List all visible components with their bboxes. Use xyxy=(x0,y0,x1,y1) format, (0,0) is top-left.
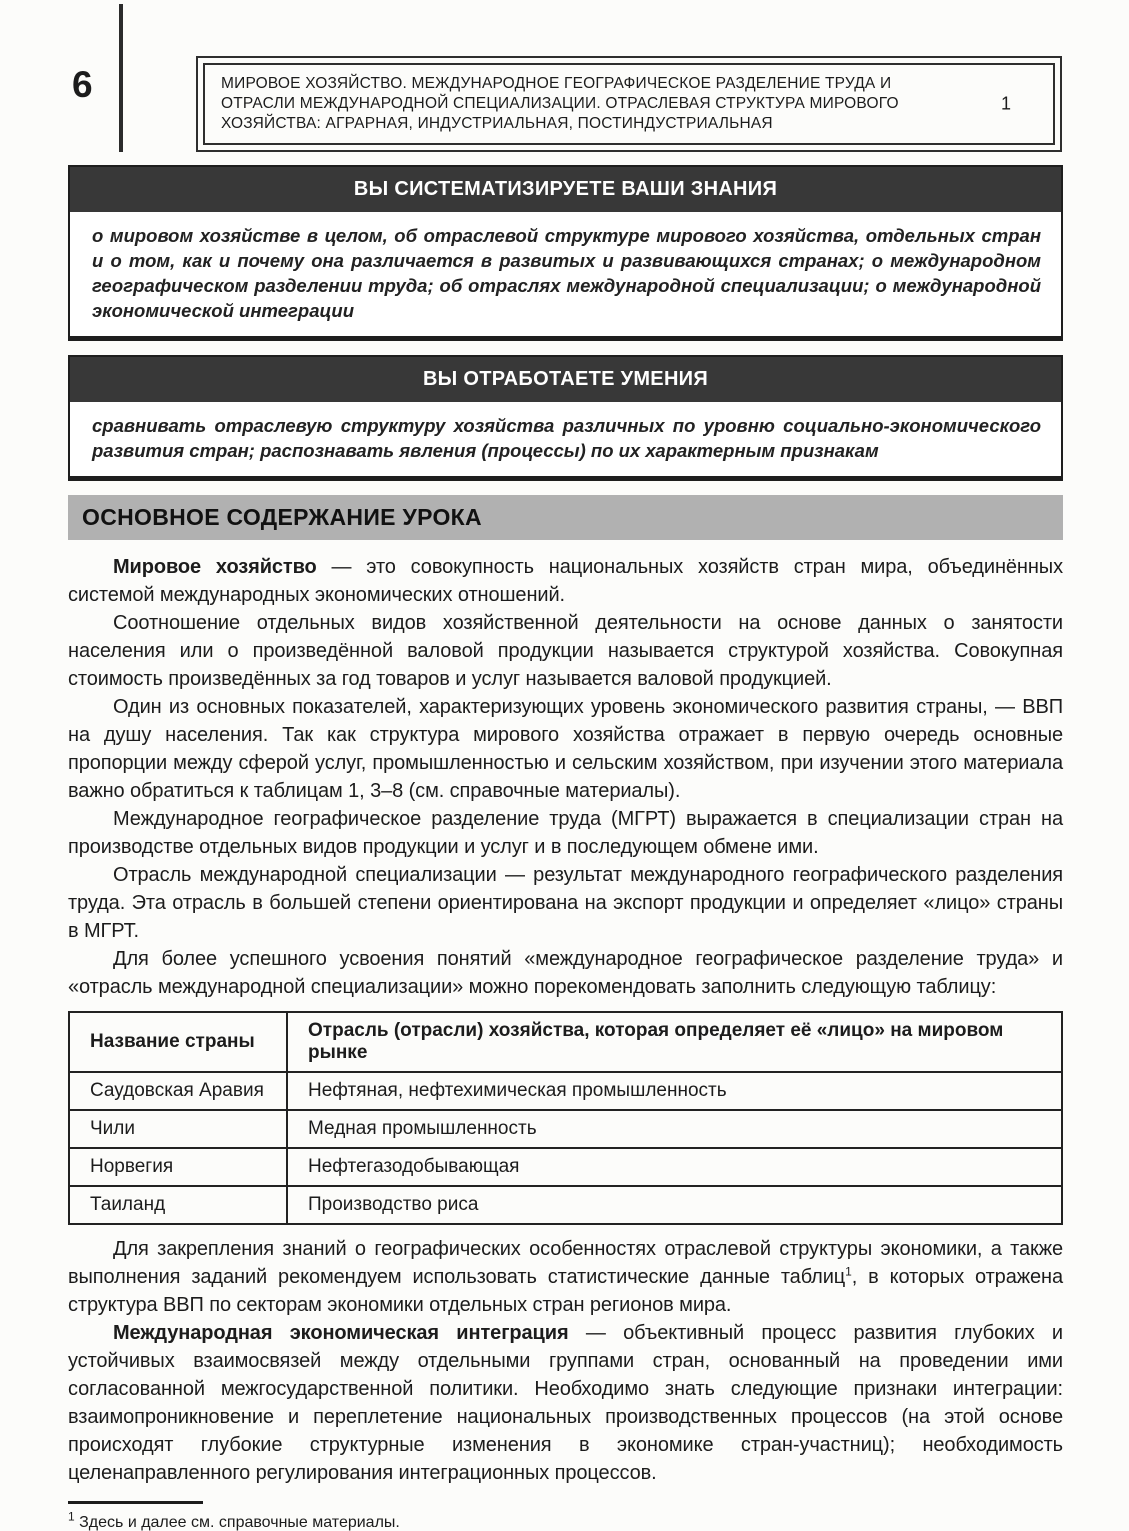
footnote-marker: 1 xyxy=(845,1264,852,1279)
paragraph-text: — это совокупность национальных хозяйств стран мира, объединённых системой международных экономических отношений. xyxy=(68,556,1063,606)
paragraph-integration xyxy=(68,1319,1063,1487)
lesson-title: МИРОВОЕ ХОЗЯЙСТВО. МЕЖДУНАРОДНОЕ ГЕОГРАФИЧЕСКОЕ РАЗДЕЛЕНИЕ ТРУДА И ОТРАСЛИ МЕЖДУНАРОДНОЙ СПЕЦИАЛИЗАЦИИ. ОТРАСЛЕВАЯ СТРУКТУРА МИРОВОГО ХОЗЯЙСТВА: АГРАРНАЯ, ИНДУСТРИАЛЬНАЯ, ПОСТИНДУСТРИАЛЬНАЯ xyxy=(221,75,899,132)
paragraph-specialization xyxy=(68,861,1063,945)
paragraph-lead: Международная экономическая интеграция xyxy=(113,1322,569,1344)
lesson-header-box xyxy=(196,56,1062,152)
table-cell-country: Саудовская Аравия xyxy=(69,1072,287,1110)
skills-banner-body: сравнивать отраслевую структуру хозяйства различных по уровню социально-экономического развития стран; распознавать явления (процессы) по их характерным признакам xyxy=(92,415,1041,461)
table-cell-country: Таиланд xyxy=(69,1186,287,1224)
main-content-heading: ОСНОВНОЕ СОДЕРЖАНИЕ УРОКА xyxy=(68,495,1063,540)
table-cell-country: Чили xyxy=(69,1110,287,1148)
paragraph-world-economy xyxy=(68,553,1063,609)
paragraph-text: , в которых отражена структура ВВП по секторам экономики отдельных стран регионов мира. xyxy=(68,1266,1064,1316)
footnote-rule xyxy=(68,1501,203,1504)
table-cell-country: Норвегия xyxy=(69,1148,287,1186)
paragraph-text: — объективный процесс развития глубоких и устойчивых взаимосвязей между отдельными группами стран, основанный на проведении ими согласованной межгосударственной политики. Необходимо знать следующие признаки интеграции: взаимопроникновение и переплетение национальных производственных процессов (на этой основе происходят глубокие структурные изменения в экономике стран-участниц); необходимость целенаправленного регулирования интеграционных процессов. xyxy=(68,1322,1063,1484)
paragraph-mgrt xyxy=(68,805,1063,861)
knowledge-banner xyxy=(68,165,1063,341)
footnote-marker: 1 xyxy=(68,1509,75,1524)
page-number: 6 xyxy=(72,64,94,105)
lesson-number-badge: 1 xyxy=(1000,93,1011,114)
page-content xyxy=(68,165,1063,1531)
spine-divider xyxy=(119,4,123,152)
paragraph-text: Международное географическое разделение труда (МГРТ) выражается в специализации стран на производстве отдельных видов продукции и услуг и в последующем обмене ими. xyxy=(68,808,1063,858)
knowledge-banner-title: ВЫ СИСТЕМАТИЗИРУЕТЕ ВАШИ ЗНАНИЯ xyxy=(70,167,1061,212)
table-header-country: Название страны xyxy=(69,1012,287,1072)
footnote-text: Здесь и далее см. справочные материалы. xyxy=(74,1514,400,1531)
footnote xyxy=(68,1509,1063,1531)
table-row xyxy=(69,1148,1062,1186)
table-cell-industry: Медная промышленность xyxy=(287,1110,1062,1148)
knowledge-banner-body: о мировом хозяйстве в целом, об отраслевой структуре мирового хозяйства, отдельных стран и о том, как и почему она различается в развитых и развивающихся странах; о международном географическом разделении труда; об отраслях международной специализации; о международной экономической интеграции xyxy=(92,225,1041,321)
paragraph-structure xyxy=(68,609,1063,693)
table-cell-industry: Нефтяная, нефтехимическая промышленность xyxy=(287,1072,1062,1110)
paragraph-statistics xyxy=(68,1235,1063,1319)
paragraph-lead: Мировое хозяйство xyxy=(113,556,317,578)
paragraph-table-intro xyxy=(68,945,1063,1001)
lesson-header-inner-frame xyxy=(203,63,1055,145)
skills-banner xyxy=(68,355,1063,481)
table-row xyxy=(69,1110,1062,1148)
table-row xyxy=(69,1072,1062,1110)
paragraph-text: Соотношение отдельных видов хозяйственной деятельности на основе данных о занятости населения или о произведённой валовой продукции называется структурой хозяйства. Совокупная стоимость произведённых за год товаров и услуг называется валовой продукцией. xyxy=(68,612,1063,690)
paragraph-text: Отрасль международной специализации — результат международного географического разделения труда. Эта отрасль в большей степени ориентирована на экспорт продукции и определяет «лицо» страны в МГРТ. xyxy=(68,864,1063,942)
paragraph-text: Для закрепления знаний о географических особенностях отраслевой структуры экономики, а также выполнения заданий рекомендуем использовать статистические данные таблиц xyxy=(68,1238,1063,1288)
table-cell-industry: Производство риса xyxy=(287,1186,1062,1224)
skills-banner-title: ВЫ ОТРАБОТАЕТЕ УМЕНИЯ xyxy=(70,357,1061,402)
table-cell-industry: Нефтегазодобывающая xyxy=(287,1148,1062,1186)
table-header-industry: Отрасль (отрасли) хозяйства, которая определяет её «лицо» на мировом рынке xyxy=(287,1012,1062,1072)
paragraph-text: Для более успешного усвоения понятий «международное географическое разделение труда» и «отрасль международной специализации» можно порекомендовать заполнить следующую таблицу: xyxy=(68,948,1063,998)
paragraph-text: Один из основных показателей, характеризующих уровень экономического развития страны, — ВВП на душу населения. Так как структура мирового хозяйства отражает в первую очередь основные пропорции между сферой услуг, промышленностью и сельским хозяйством, при изучении этого материала важно обратиться к таблицам 1, 3–8 (см. справочные материалы). xyxy=(68,696,1063,802)
paragraph-gdp xyxy=(68,693,1063,805)
specialization-table xyxy=(68,1011,1063,1225)
table-row xyxy=(69,1186,1062,1224)
table-header-row xyxy=(69,1012,1062,1072)
